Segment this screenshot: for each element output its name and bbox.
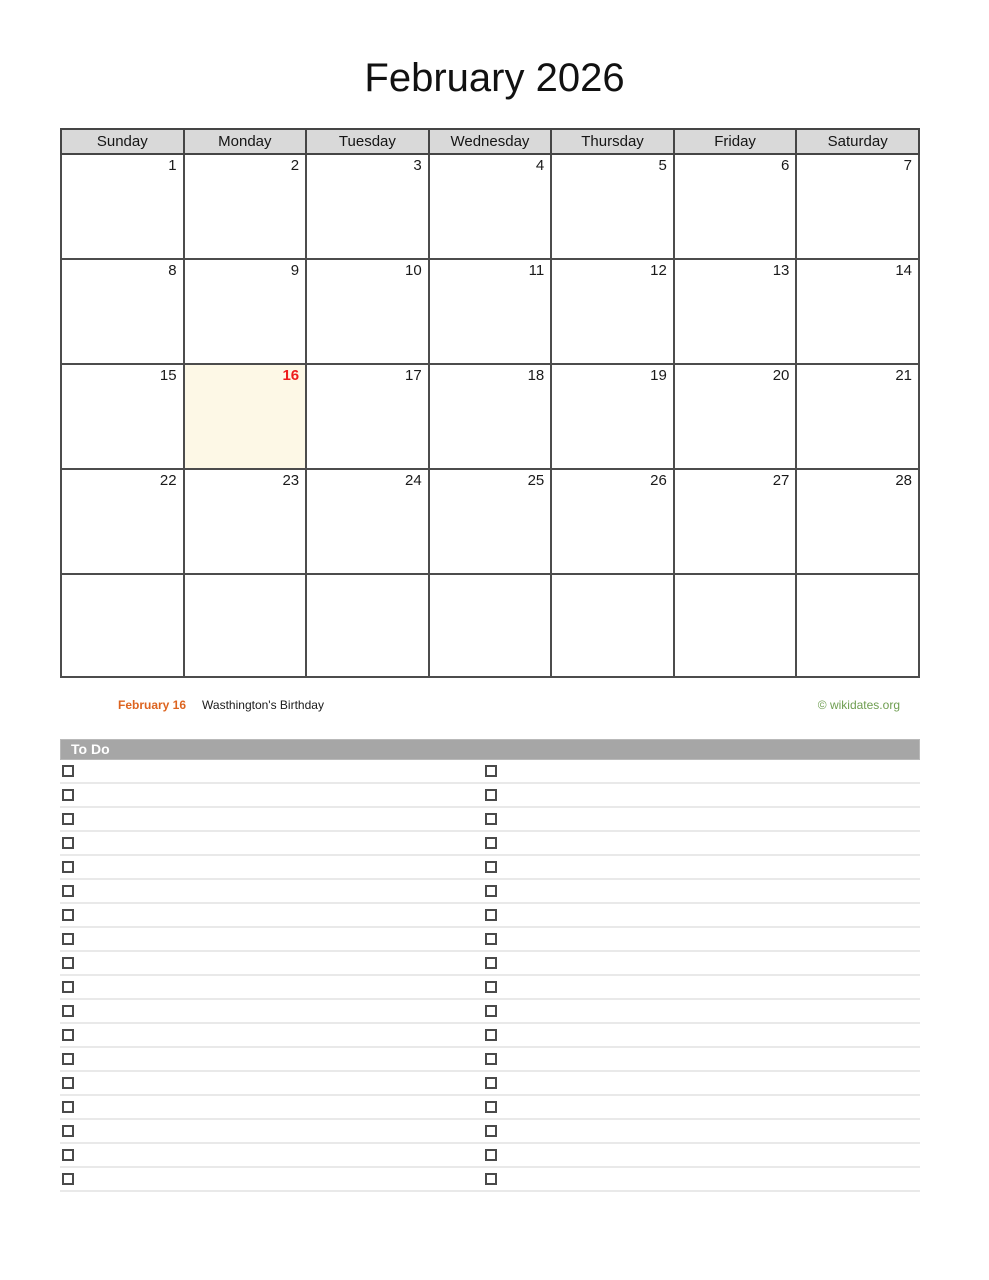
calendar-cell-17: 17	[306, 364, 429, 469]
todo-checkbox[interactable]	[485, 1149, 497, 1161]
todo-checkbox[interactable]	[62, 1053, 74, 1065]
week-row-5	[61, 574, 919, 677]
calendar-cell-5: 5	[551, 154, 674, 259]
todo-cell	[60, 1144, 483, 1166]
todo-row-18	[60, 1168, 920, 1192]
todo-checkbox[interactable]	[62, 909, 74, 921]
todo-checkbox[interactable]	[485, 957, 497, 969]
todo-cell	[483, 1120, 920, 1142]
calendar-cell-7: 7	[796, 154, 919, 259]
calendar-page	[0, 55, 989, 1280]
todo-checkbox[interactable]	[62, 933, 74, 945]
calendar-cell-empty	[184, 574, 307, 677]
calendar-cell-2: 2	[184, 154, 307, 259]
todo-checkbox[interactable]	[485, 1101, 497, 1113]
calendar-cell-21: 21	[796, 364, 919, 469]
todo-checkbox[interactable]	[62, 1005, 74, 1017]
attribution-text: © wikidates.org	[817, 698, 900, 712]
todo-cell	[60, 904, 483, 926]
day-header-wednesday: Wednesday	[429, 129, 552, 154]
todo-cell	[483, 1168, 920, 1190]
todo-cell	[483, 904, 920, 926]
day-header-sunday: Sunday	[61, 129, 184, 154]
todo-checkbox[interactable]	[485, 813, 497, 825]
todo-cell	[483, 832, 920, 854]
todo-checkbox[interactable]	[62, 1125, 74, 1137]
todo-checkbox[interactable]	[485, 837, 497, 849]
calendar-cell-empty	[429, 574, 552, 677]
todo-cell	[483, 808, 920, 830]
day-header-tuesday: Tuesday	[306, 129, 429, 154]
todo-row-5	[60, 856, 920, 880]
todo-checkbox[interactable]	[62, 957, 74, 969]
calendar-cell-10: 10	[306, 259, 429, 364]
todo-cell	[60, 1096, 483, 1118]
todo-checkbox[interactable]	[62, 1077, 74, 1089]
todo-checkbox[interactable]	[485, 765, 497, 777]
todo-row-6	[60, 880, 920, 904]
calendar-cell-3: 3	[306, 154, 429, 259]
todo-checkbox[interactable]	[485, 933, 497, 945]
todo-checkbox[interactable]	[485, 1173, 497, 1185]
calendar-cell-24: 24	[306, 469, 429, 574]
week-row-4	[61, 469, 919, 574]
todo-cell	[60, 1048, 483, 1070]
todo-cell	[60, 952, 483, 974]
weekday-header-row	[61, 129, 919, 154]
todo-checkbox[interactable]	[62, 1101, 74, 1113]
calendar-cell-6: 6	[674, 154, 797, 259]
calendar-cell-8: 8	[61, 259, 184, 364]
calendar-cell-empty	[306, 574, 429, 677]
todo-cell	[483, 760, 920, 782]
todo-checkbox[interactable]	[485, 789, 497, 801]
todo-cell	[60, 808, 483, 830]
calendar-cell-empty	[61, 574, 184, 677]
todo-cell	[60, 1024, 483, 1046]
todo-cell	[60, 856, 483, 878]
todo-checkbox[interactable]	[485, 1125, 497, 1137]
todo-cell	[60, 1000, 483, 1022]
todo-checkbox[interactable]	[485, 1077, 497, 1089]
todo-row-17	[60, 1144, 920, 1168]
todo-row-13	[60, 1048, 920, 1072]
todo-cell	[483, 856, 920, 878]
todo-checkbox[interactable]	[62, 1029, 74, 1041]
calendar-cell-18: 18	[429, 364, 552, 469]
todo-row-14	[60, 1072, 920, 1096]
todo-row-10	[60, 976, 920, 1000]
calendar-cell-15: 15	[61, 364, 184, 469]
holiday-note-row	[60, 695, 920, 715]
calendar-cell-1: 1	[61, 154, 184, 259]
todo-cell	[483, 1024, 920, 1046]
todo-cell	[60, 1120, 483, 1142]
todo-section-title: To Do	[60, 739, 920, 760]
todo-cell	[60, 832, 483, 854]
calendar-cell-28: 28	[796, 469, 919, 574]
todo-row-4	[60, 832, 920, 856]
todo-cell	[60, 760, 483, 782]
todo-row-16	[60, 1120, 920, 1144]
todo-checkbox[interactable]	[62, 1173, 74, 1185]
todo-cell	[483, 1096, 920, 1118]
todo-checkbox[interactable]	[485, 1029, 497, 1041]
todo-cell	[60, 976, 483, 998]
todo-cell	[483, 952, 920, 974]
todo-checkbox[interactable]	[62, 789, 74, 801]
todo-row-1	[60, 760, 920, 784]
todo-cell	[483, 1144, 920, 1166]
todo-cell	[483, 976, 920, 998]
todo-row-11	[60, 1000, 920, 1024]
calendar-cell-23: 23	[184, 469, 307, 574]
page-title: February 2026	[364, 56, 625, 100]
calendar-cell-empty	[796, 574, 919, 677]
todo-cell	[483, 928, 920, 950]
todo-row-8	[60, 928, 920, 952]
todo-row-7	[60, 904, 920, 928]
todo-cell	[60, 1072, 483, 1094]
todo-checkbox[interactable]	[62, 861, 74, 873]
day-header-thursday: Thursday	[551, 129, 674, 154]
month-calendar	[60, 128, 920, 678]
todo-checkbox[interactable]	[62, 885, 74, 897]
day-header-friday: Friday	[674, 129, 797, 154]
todo-cell	[483, 1072, 920, 1094]
todo-checkbox[interactable]	[62, 813, 74, 825]
calendar-cell-27: 27	[674, 469, 797, 574]
todo-checkbox[interactable]	[485, 1005, 497, 1017]
todo-row-2	[60, 784, 920, 808]
todo-row-3	[60, 808, 920, 832]
todo-cell	[483, 880, 920, 902]
todo-cell	[60, 784, 483, 806]
todo-checkbox[interactable]	[62, 837, 74, 849]
todo-checkbox[interactable]	[485, 909, 497, 921]
todo-checkbox[interactable]	[485, 981, 497, 993]
holiday-event-label: Wasthington's Birthday	[202, 698, 324, 712]
todo-cell	[483, 784, 920, 806]
todo-row-12	[60, 1024, 920, 1048]
calendar-cell-25: 25	[429, 469, 552, 574]
calendar-cell-empty	[551, 574, 674, 677]
todo-row-9	[60, 952, 920, 976]
calendar-cell-13: 13	[674, 259, 797, 364]
todo-checkbox[interactable]	[485, 1053, 497, 1065]
day-header-saturday: Saturday	[796, 129, 919, 154]
todo-checkbox[interactable]	[62, 1149, 74, 1161]
todo-section	[60, 739, 920, 1192]
calendar-cell-12: 12	[551, 259, 674, 364]
calendar-cell-19: 19	[551, 364, 674, 469]
todo-cell	[60, 1168, 483, 1190]
calendar-cell-22: 22	[61, 469, 184, 574]
todo-cell	[483, 1048, 920, 1070]
week-row-2	[61, 259, 919, 364]
calendar-cell-empty	[674, 574, 797, 677]
holiday-date-label: February 16	[118, 698, 187, 712]
week-row-1	[61, 154, 919, 259]
todo-checkbox[interactable]	[485, 885, 497, 897]
calendar-cell-14: 14	[796, 259, 919, 364]
calendar-cell-highlighted-16: 16	[184, 364, 307, 469]
todo-checkbox[interactable]	[62, 981, 74, 993]
todo-cell	[483, 1000, 920, 1022]
calendar-cell-11: 11	[429, 259, 552, 364]
todo-cell	[60, 880, 483, 902]
calendar-cell-26: 26	[551, 469, 674, 574]
calendar-cell-9: 9	[184, 259, 307, 364]
day-header-monday: Monday	[184, 129, 307, 154]
todo-cell	[60, 928, 483, 950]
calendar-cell-20: 20	[674, 364, 797, 469]
week-row-3	[61, 364, 919, 469]
calendar-cell-4: 4	[429, 154, 552, 259]
todo-row-15	[60, 1096, 920, 1120]
todo-checkbox[interactable]	[485, 861, 497, 873]
todo-checkbox[interactable]	[62, 765, 74, 777]
todo-list	[60, 760, 920, 1192]
